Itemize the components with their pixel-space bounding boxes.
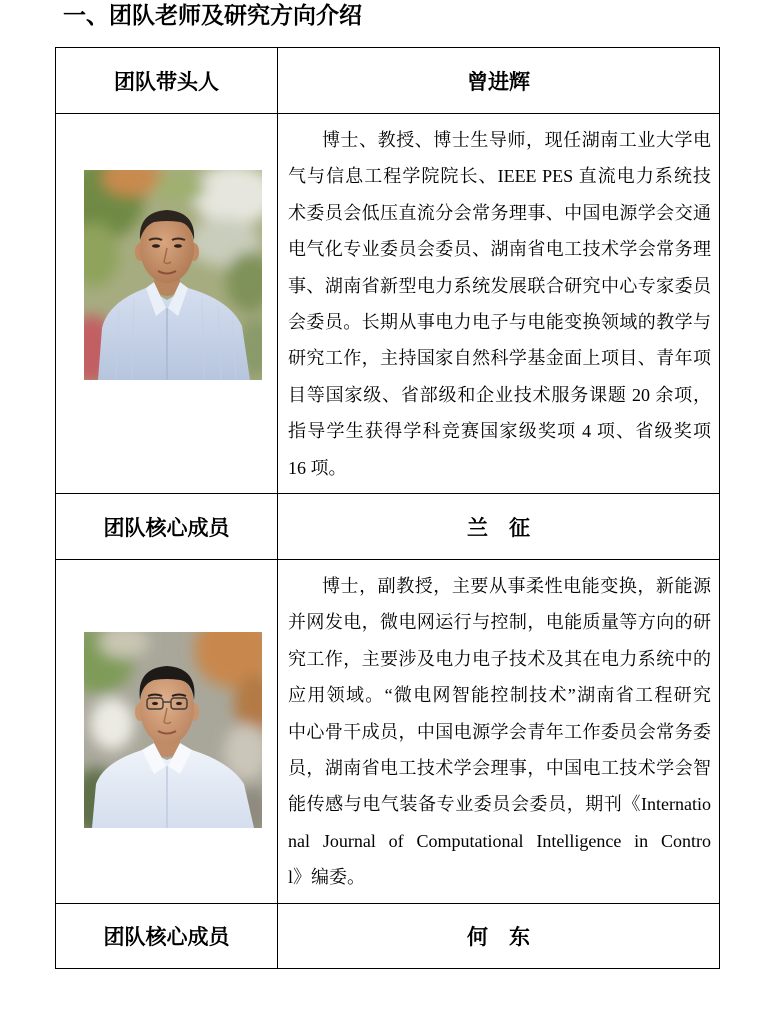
bio-line: l》编委。 [288,867,366,888]
bio-line: 究工作，主要涉及电力电子技术及其在电力系统中的 [288,648,711,669]
bio-line: 气与信息工程学院院长、IEEE PES 直流电力系统技 [288,166,711,187]
bio-line: 博士、教授、博士生导师，现任湖南工业大学电 [322,130,711,150]
member-name: 曾进辉 [467,69,530,94]
role-label: 团队核心成员 [103,925,230,949]
bio-line: 术委员会低压直流分会常务理事、中国电源学会交通 [288,202,711,223]
bio-line: 研究工作，主持国家自然科学基金面上项目、青年项 [288,348,711,369]
bio-line: 中心骨干成员，中国电源学会青年工作委员会常务委 [288,721,711,742]
role-cell [56,904,278,968]
role-cell [56,48,278,113]
photo-cell [56,114,278,493]
photo-cell [56,560,278,903]
role-label: 团队核心成员 [103,515,230,540]
bio-line: 并网发电，微电网运行与控制，电能质量等方向的研 [288,612,711,633]
portrait-photo [84,170,262,380]
bio-line: 应用领域。“微电网智能控制技术”湖南省工程研究 [288,685,711,706]
bio-line: 事、湖南省新型电力系统发展联合研究中心专家委员 [288,275,711,296]
role-label: 团队带头人 [114,69,219,94]
name-cell [278,494,719,559]
role-cell [56,494,278,559]
bio-cell [278,114,719,493]
bio-line: nal Journal of Computational Intelligence in Contro [288,830,711,851]
table-row-leader-header [56,48,719,114]
table-row-member-header [56,904,719,968]
member-name: 兰 征 [467,515,530,540]
portrait-photo [84,632,262,828]
team-table [55,47,720,969]
bio-line: 能传感与电气装备专业委员会委员，期刊《Internatio [288,794,711,815]
bio-line: 16 项。 [288,457,347,478]
bio-cell [278,560,719,903]
table-row-leader-profile [56,114,719,494]
bio-line: 目等国家级、省部级和企业技术服务课题 20 余项， [288,384,711,405]
bio-line: 博士，副教授，主要从事柔性电能变换，新能源 [322,576,711,596]
bio-line: 会委员。长期从事电力电子与电能变换领域的教学与 [288,311,711,332]
section-heading: 一、团队老师及研究方向介绍 [63,3,362,29]
member-name: 何 东 [467,925,530,949]
bio-line: 员，湖南省电工技术学会理事，中国电工技术学会智 [288,757,711,778]
table-row-member-profile [56,560,719,904]
name-cell [278,48,719,113]
name-cell [278,904,719,968]
table-row-member-header [56,494,719,560]
bio-line: 指导学生获得学科竞赛国家级奖项 4 项、省级奖项 [288,421,711,442]
bio-line: 电气化专业委员会委员、湖南省电工技术学会常务理 [288,239,711,260]
